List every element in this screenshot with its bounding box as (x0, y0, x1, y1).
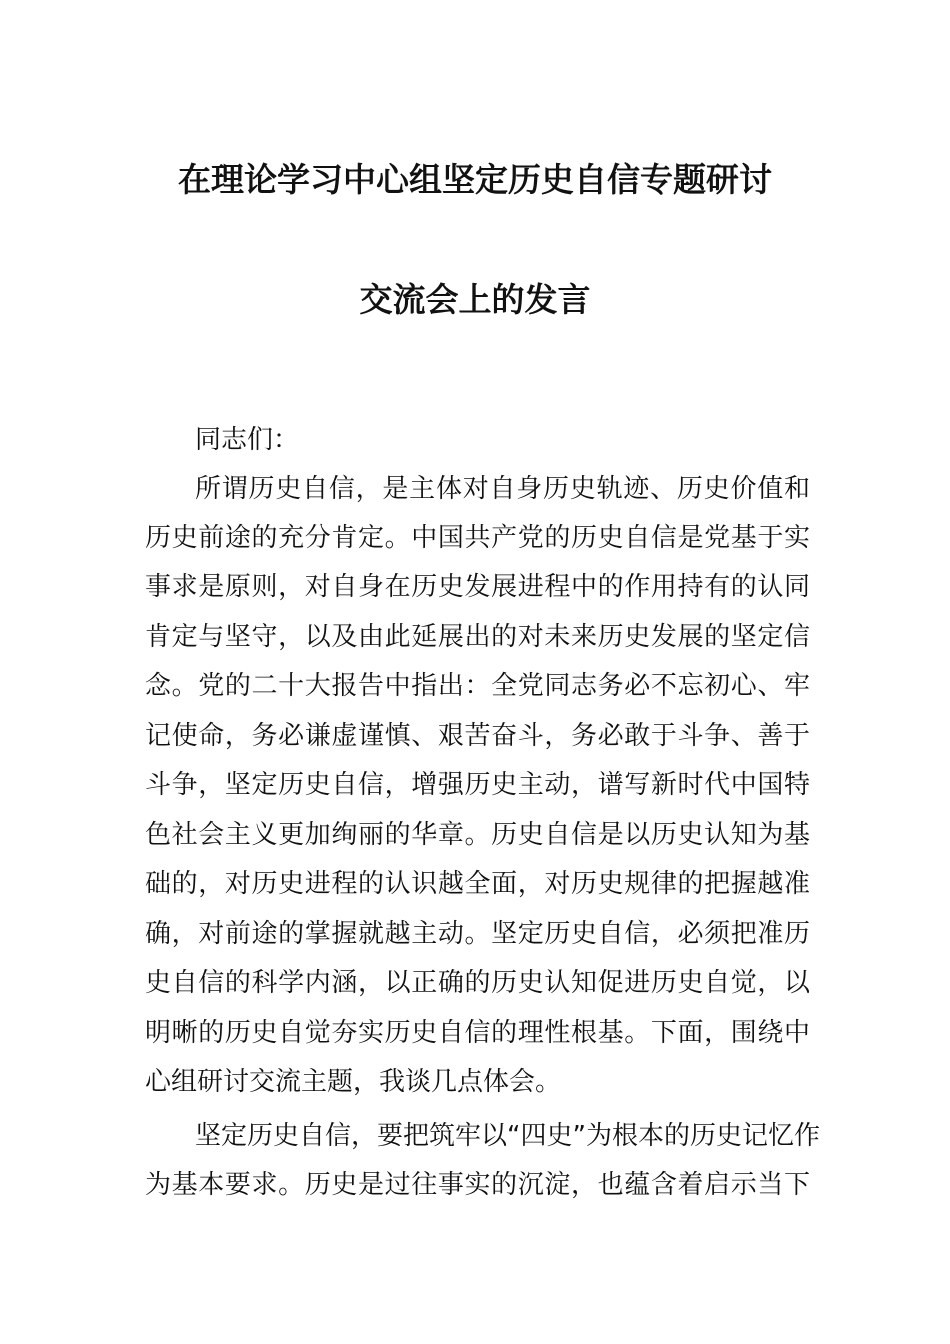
document-title-line-1: 在理论学习中心组坚定历史自信专题研讨 (178, 160, 772, 199)
paragraph-line: 肯定与坚守，以及由此延展出的对未来历史发展的坚定信 (145, 622, 810, 652)
paragraph-line: 确，对前途的掌握就越主动。坚定历史自信，必须把准历 (145, 919, 810, 949)
paragraph-line: 坚定历史自信，要把筑牢以“四史”为根本的历史记忆作 (195, 1121, 820, 1151)
paragraph-line: 记使命，务必谦虚谨慎、艰苦奋斗，务必敢于斗争、善于 (145, 721, 810, 751)
paragraph-line: 色社会主义更加绚丽的华章。历史自信是以历史认知为基 (145, 820, 810, 850)
paragraph-line: 础的，对历史进程的认识越全面，对历史规律的把握越准 (145, 869, 810, 899)
paragraph-line: 明晰的历史自觉夯实历史自信的理性根基。下面，围绕中 (145, 1018, 810, 1048)
paragraph-line: 心组研讨交流主题，我谈几点体会。 (145, 1067, 562, 1097)
paragraph-line: 事求是原则，对自身在历史发展进程中的作用持有的认同 (145, 572, 810, 602)
salutation: 同志们： (195, 425, 300, 455)
document-title-line-2: 交流会上的发言 (359, 280, 591, 319)
paragraph-line: 史自信的科学内涵，以正确的历史认知促进历史自觉，以 (145, 968, 810, 998)
paragraph-line: 所谓历史自信，是主体对自身历史轨迹、历史价值和 (195, 474, 810, 504)
paragraph-line: 为基本要求。历史是过往事实的沉淀，也蕴含着启示当下 (145, 1170, 810, 1200)
paragraph-line: 斗争，坚定历史自信，增强历史主动，谱写新时代中国特 (145, 770, 810, 800)
paragraph-line: 历史前途的充分肯定。中国共产党的历史自信是党基于实 (145, 523, 810, 553)
paragraph-line: 念。党的二十大报告中指出：全党同志务必不忘初心、牢 (145, 671, 810, 701)
